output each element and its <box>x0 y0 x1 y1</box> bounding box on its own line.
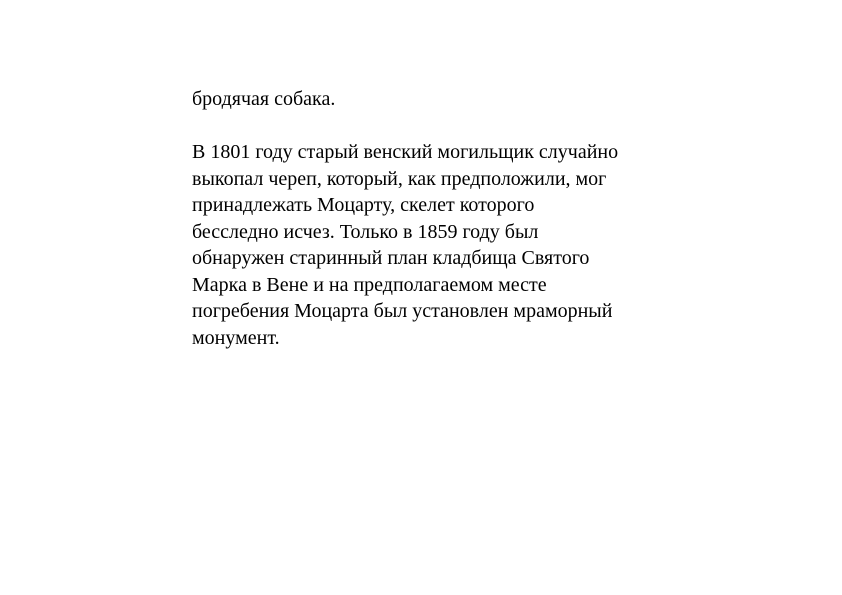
text-line: принадлежать Моцарту, скелет которого <box>192 194 535 216</box>
paragraph-1 <box>192 86 672 113</box>
text-line: В 1801 году старый венский могильщик случайно <box>192 141 619 163</box>
text-line: бесследно исчез. Только в 1859 году был <box>192 220 539 243</box>
document-text <box>192 86 672 351</box>
text-line: обнаружен старинный план кладбища Святого <box>192 247 590 269</box>
text-line: выкопал череп, который, как предположили, мог <box>192 167 607 190</box>
text-line: Марка в Вене и на предполагаемом месте <box>192 273 547 296</box>
paragraph-gap <box>192 113 672 140</box>
text-line: погребения Моцарта был установлен мраморный <box>192 300 613 322</box>
text-line: бродячая собака. <box>192 88 336 110</box>
paragraph-2 <box>192 139 672 351</box>
text-line: монумент. <box>192 326 280 349</box>
